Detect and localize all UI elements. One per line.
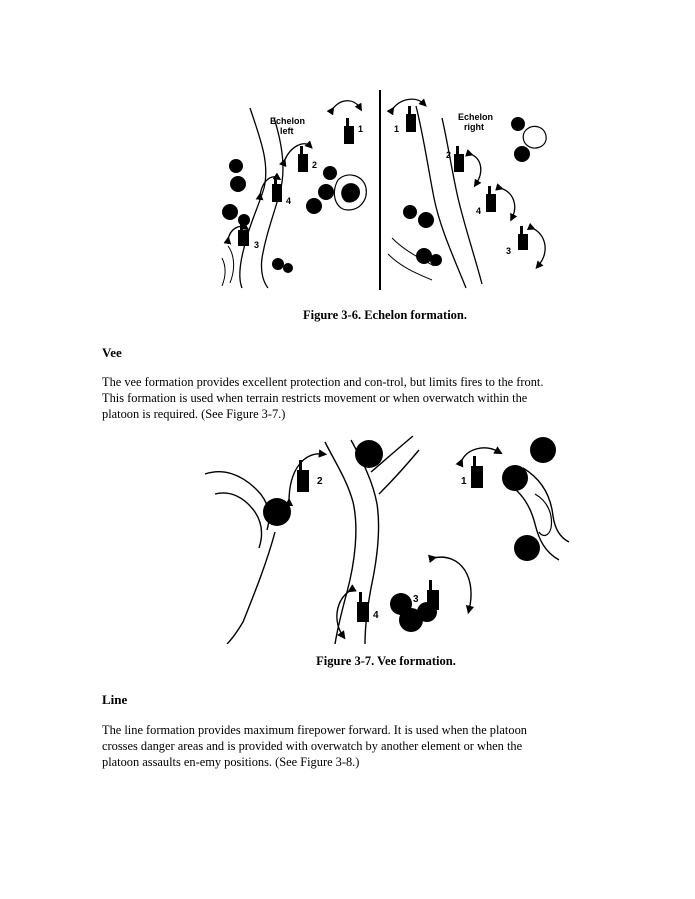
paragraph-line: platoon is required. (See Figure 3-7.) bbox=[102, 407, 286, 421]
tank-label: 3 bbox=[506, 246, 512, 256]
road-edge bbox=[215, 493, 262, 548]
line-paragraph bbox=[102, 722, 602, 770]
section-heading-vee: Vee bbox=[102, 345, 122, 360]
tree-cluster bbox=[403, 117, 530, 266]
sector-arrow bbox=[532, 228, 545, 266]
tree-cluster bbox=[222, 159, 337, 273]
tank-2 bbox=[454, 146, 464, 172]
road-edge bbox=[442, 118, 482, 284]
tank-1 bbox=[344, 118, 354, 144]
tank-1 bbox=[406, 106, 416, 132]
section-heading-line: Line bbox=[102, 692, 128, 707]
sector-arrow bbox=[461, 448, 499, 462]
tank-label: 3 bbox=[413, 594, 419, 605]
hill-contour bbox=[523, 126, 546, 148]
paragraph-line: platoon assaults en-emy positions. (See Figure 3-8.) bbox=[102, 755, 360, 769]
vee-formation-figure bbox=[205, 432, 570, 644]
river-bank bbox=[325, 442, 356, 644]
river-bank bbox=[379, 450, 419, 494]
sector-arrow bbox=[337, 590, 351, 636]
tank-2 bbox=[298, 146, 308, 172]
tank-label: 3 bbox=[254, 240, 260, 250]
echelon-left-subtitle: left bbox=[280, 126, 294, 136]
figure-3-7-caption: Figure 3-7. Vee formation. bbox=[316, 654, 456, 668]
tank-4 bbox=[486, 186, 496, 212]
echelon-formation-figure bbox=[220, 88, 550, 293]
tank-label: 4 bbox=[286, 196, 292, 206]
hill-top bbox=[341, 183, 360, 202]
tank-3 bbox=[427, 580, 439, 610]
sector-arrow bbox=[332, 101, 360, 110]
echelon-right-panel bbox=[388, 99, 546, 288]
figure-3-6-caption: Figure 3-6. Echelon formation. bbox=[303, 308, 467, 322]
tank-label: 1 bbox=[461, 476, 467, 487]
paragraph-line: This formation is used when terrain restricts movement or when overwatch within the bbox=[102, 391, 528, 405]
tank-label: 4 bbox=[373, 610, 379, 621]
tank-label: 2 bbox=[317, 476, 323, 487]
tank-label: 1 bbox=[358, 124, 364, 134]
tank-label: 2 bbox=[312, 160, 318, 170]
sector-arrow bbox=[500, 188, 515, 218]
echelon-left-panel bbox=[222, 101, 366, 288]
tank-4 bbox=[272, 176, 282, 202]
paragraph-line: crosses danger areas and is provided with overwatch by another element or when the bbox=[102, 739, 523, 753]
tank-label: 1 bbox=[394, 124, 400, 134]
echelon-right-subtitle: right bbox=[464, 122, 484, 132]
echelon-right-title: Echelon bbox=[458, 112, 494, 122]
tree-cluster bbox=[263, 437, 556, 632]
sector-arrow bbox=[470, 154, 481, 184]
paragraph-line: The line formation provides maximum firepower forward. It is used when the platoon bbox=[102, 723, 527, 737]
tank-label: 2 bbox=[446, 150, 452, 160]
tank-4 bbox=[357, 592, 369, 622]
tank-label: 4 bbox=[476, 206, 482, 216]
river-bank bbox=[227, 532, 275, 644]
tank-3 bbox=[518, 226, 528, 250]
tank-1 bbox=[471, 456, 483, 488]
terrain-line bbox=[228, 246, 234, 283]
echelon-left-title: Echelon bbox=[270, 116, 306, 126]
vee-paragraph bbox=[102, 374, 602, 422]
paragraph-line: The vee formation provides excellent protection and con-trol, but limits fires to the front. bbox=[102, 375, 544, 389]
terrain-line bbox=[222, 258, 225, 286]
